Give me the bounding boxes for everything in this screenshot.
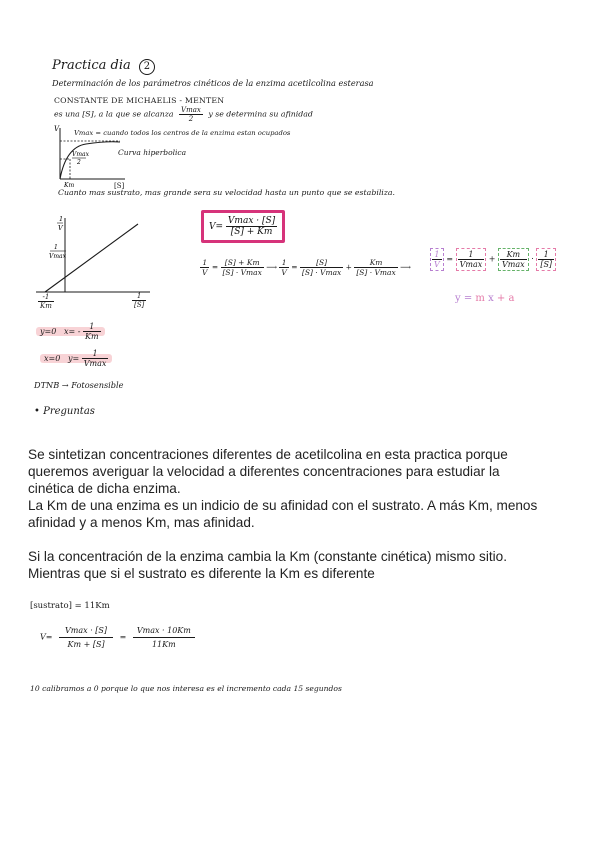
lw2-eq: = — [291, 262, 298, 272]
mm-lhs: V= — [209, 222, 224, 232]
typed-paragraphs — [28, 446, 588, 582]
final-c-den: [S] — [540, 260, 553, 269]
graph1-x-label: [S] — [114, 182, 125, 190]
km-def-end: y se determina su afinidad — [208, 109, 313, 119]
bottom-equation — [40, 626, 199, 649]
para2-line1: La Km de una enzima es un indicio de su afinidad con el sustrato. A más Km, menos — [28, 498, 538, 513]
intercept1-den: Km — [84, 332, 99, 341]
intercept2-num: 1 — [82, 349, 109, 359]
graph2-x-intercept-fraction — [38, 293, 54, 310]
lw2-b — [354, 258, 397, 277]
bottom-eq-b-num: Vmax · 10Km — [133, 626, 195, 638]
final-a-den: Vmax — [459, 260, 483, 269]
intercept-x — [36, 322, 105, 341]
lw2-lhs — [279, 258, 288, 277]
paragraph-spacer — [28, 531, 588, 548]
para1-line1: Se sintetizan concentraciones diferentes de acetilcolina en esta practica porque — [28, 447, 508, 462]
lw1-eq: = — [211, 262, 219, 272]
lw2-lhs-den: V — [281, 268, 287, 277]
bottom-eq-a — [59, 626, 113, 649]
intercept1-num: 1 — [83, 322, 101, 332]
graph2-y-num: 1 — [59, 215, 64, 223]
bottom-eq-b — [133, 626, 195, 649]
lw2-b-num: Km — [354, 258, 397, 268]
para3-line1: Si la concentración de la enzima cambia la Km (constante cinética) mismo sitio. — [28, 549, 508, 564]
intercept1-fraction — [83, 322, 101, 341]
graph2-x-label-num: 1 — [132, 292, 146, 301]
graph2-x-label-fraction — [132, 292, 146, 309]
bottom-eq-a-den: Km + [S] — [67, 640, 105, 649]
graph2-x-intercept — [38, 293, 54, 310]
arrow-1: ⟶ — [266, 262, 280, 272]
hyperbolic-curve — [60, 142, 120, 179]
final-dot: · — [531, 254, 534, 264]
lw1-lhs-num: 1 — [200, 258, 209, 268]
km-definition — [54, 106, 313, 123]
lw1-rhs-den: [S] · Vmax — [222, 268, 262, 277]
graph2-intercept-num: 1 — [54, 244, 58, 251]
final-eq: = — [446, 254, 454, 264]
lw2-a-num: [S] — [300, 258, 343, 268]
lw1-rhs — [221, 258, 264, 277]
lw1-lhs-den: V — [202, 268, 208, 277]
para3-line2: Mientras que si el sustrato es diferente la Km es diferente — [28, 566, 375, 581]
graph1-km-label: Km — [64, 182, 75, 189]
lw2-lhs-num: 1 — [279, 258, 288, 268]
graph1-half-num: Vmax — [72, 151, 89, 158]
graph2-x-label-den: [S] — [134, 301, 145, 309]
bottom-eq-eq: = — [119, 632, 127, 642]
intercept-y-highlight — [40, 349, 112, 368]
graph2-x-intercept-num: -1 — [38, 293, 54, 302]
final-lhs — [430, 248, 444, 271]
intercept1-rhs: x= - — [63, 326, 81, 336]
lw1-rhs-num: [S] + Km — [221, 258, 264, 268]
km-def-frac-den: 2 — [188, 115, 194, 123]
lw1-lhs — [200, 258, 209, 277]
line-eq-x: x — [488, 293, 494, 304]
graph2-x-intercept-den: Km — [40, 302, 52, 310]
notes-subtitle: Determinación de los parámetros cinéticos de la enzima acetilcolina esterasa — [52, 78, 374, 88]
graph2-intercept-den: Vmax — [49, 253, 66, 260]
graph1-y-label: V — [54, 125, 60, 133]
calibrate-note: 10 calibramos a 0 porque lo que nos interesa es el incremento cada 15 segundos — [30, 684, 342, 693]
para1-line2: queremos averiguar la velocidad a diferentes concentraciones para estudiar la — [28, 464, 500, 479]
mm-num: Vmax · [S] — [227, 216, 276, 226]
graph2-x-label — [132, 292, 146, 309]
line-eq-a: a — [508, 293, 515, 304]
final-lhs-den: V — [434, 260, 440, 269]
km-def-fraction — [179, 106, 203, 123]
notes-title — [52, 58, 155, 75]
curve-label: Curva hiperbolica — [118, 148, 187, 157]
michaelis-menten-equation-box — [201, 210, 285, 243]
lw2-a-den: [S] · Vmax — [301, 268, 342, 277]
para1-line3: cinética de dicha enzima. — [28, 481, 181, 496]
intercept2-rhs: y= — [67, 353, 80, 363]
lw2-b-den: [S] · Vmax — [356, 268, 396, 277]
line-eq-eq: = — [463, 293, 473, 304]
graph2-y-den: V — [58, 224, 63, 232]
mm-fraction — [226, 216, 277, 237]
lineweaver-final — [430, 248, 556, 271]
final-a — [456, 248, 487, 271]
section-heading: CONSTANTE DE MICHAELIS - MENTEN — [54, 96, 225, 105]
intercept-x-highlight — [36, 322, 105, 341]
questions-text: Preguntas — [43, 406, 95, 417]
title-text: Practica dia — [52, 58, 131, 73]
line-eq-plus: + — [496, 293, 506, 304]
graph1-half-den: 2 — [77, 159, 81, 166]
line-eq-m: m — [475, 293, 485, 304]
line-equation — [455, 293, 514, 304]
final-b-num: Km — [500, 250, 527, 260]
arrow-2: ⟶ — [400, 262, 411, 272]
final-plus: + — [488, 254, 496, 264]
intercept1-lhs: y=0 — [40, 326, 57, 336]
km-def-frac-num: Vmax — [181, 106, 201, 114]
dtnb-note: DTNB → Fotosensible — [34, 380, 124, 390]
km-def-start: es una [S], a la que se alcanza — [54, 109, 174, 119]
questions-bullet: • — [34, 406, 40, 417]
lineweaver-derivation — [200, 258, 411, 277]
vmax-note: Vmax = cuando todos los centros de la enzima estan ocupados — [74, 129, 291, 137]
sustrato-note: [sustrato] = 11Km — [30, 601, 110, 611]
bottom-eq-b-den: 11Km — [151, 640, 176, 649]
para2-line2: afinidad y a menos Km, mas afinidad. — [28, 515, 255, 530]
final-b — [498, 248, 529, 271]
final-c — [536, 248, 556, 271]
lw2-a — [300, 258, 343, 277]
final-c-num: 1 — [538, 250, 554, 260]
intercept2-lhs: x=0 — [44, 353, 61, 363]
line-eq-y: y — [455, 293, 461, 304]
final-b-den: Vmax — [502, 260, 525, 269]
bottom-eq-a-num: Vmax · [S] — [59, 626, 113, 638]
saturation-note: Cuanto mas sustrato, mas grande sera su velocidad hasta un punto que se estabiliza. — [58, 188, 396, 197]
final-lhs-num: 1 — [432, 250, 442, 260]
day-number-circle: 2 — [139, 59, 155, 75]
lw2-plus: + — [345, 262, 352, 272]
intercept2-den: Vmax — [83, 359, 107, 368]
bottom-eq-lhs: V= — [40, 632, 53, 642]
questions-heading — [34, 406, 95, 417]
intercept-y — [40, 349, 112, 368]
final-a-num: 1 — [458, 250, 485, 260]
mm-den: [S] + Km — [230, 227, 273, 237]
intercept2-fraction — [82, 349, 109, 368]
